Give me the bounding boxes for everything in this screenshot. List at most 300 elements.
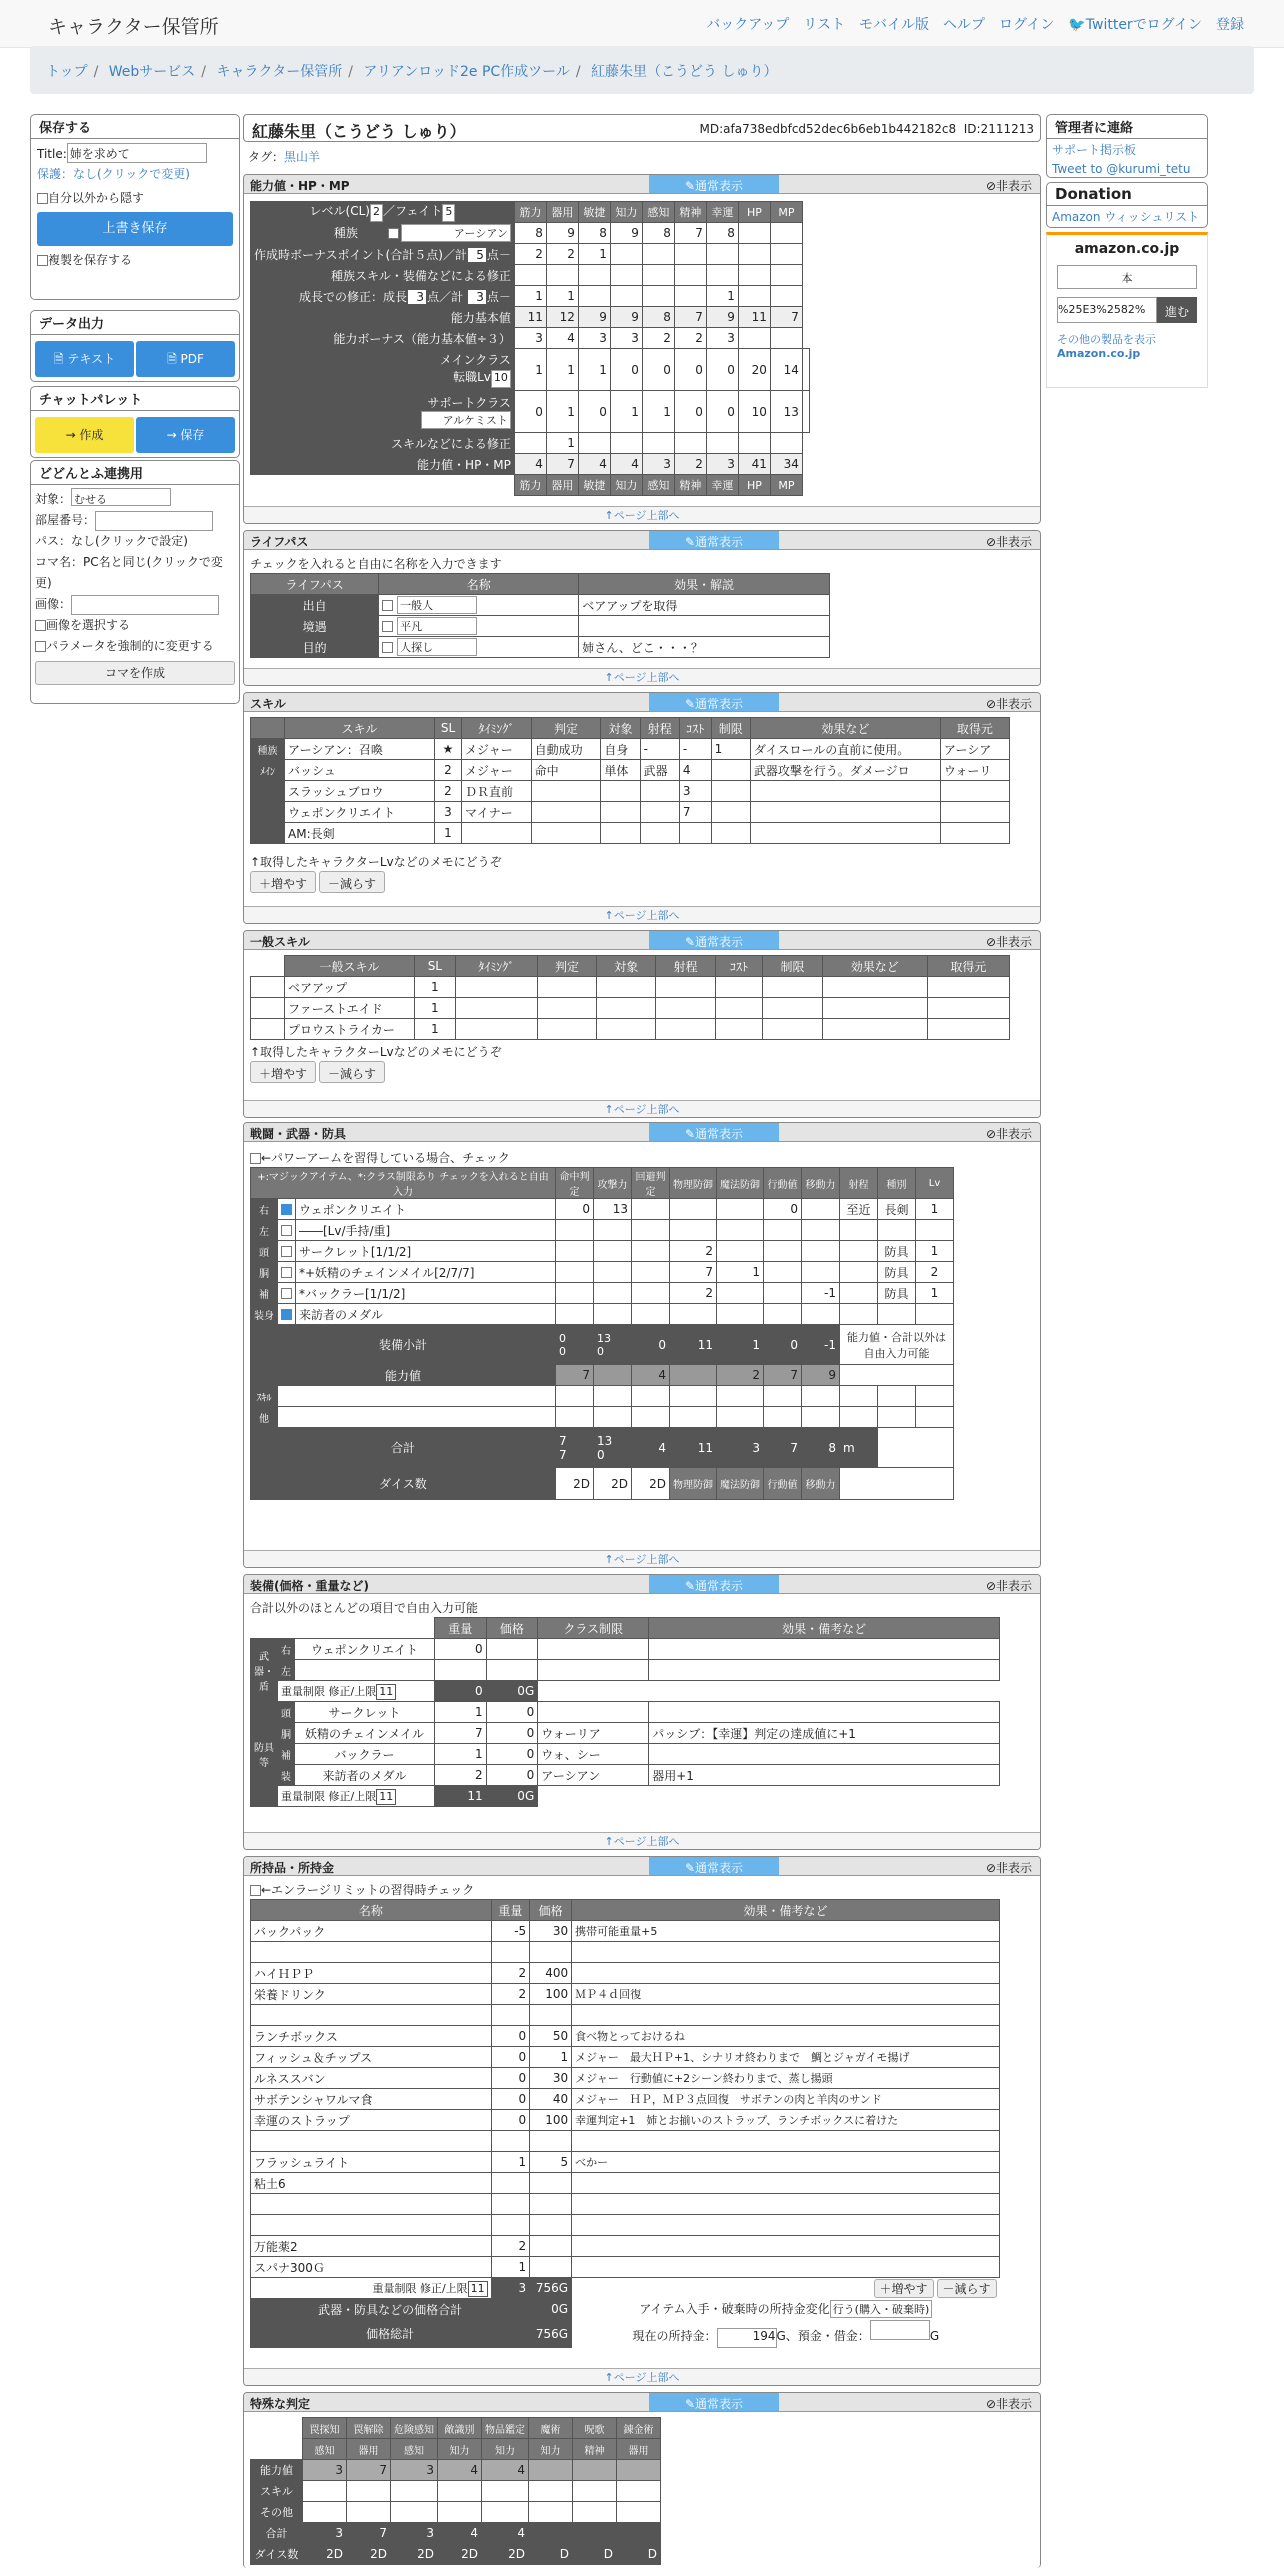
stat-value[interactable] — [770, 244, 802, 265]
amazon-jp-link[interactable]: Amazon.co.jp — [1057, 347, 1141, 360]
item-cell[interactable]: 幸運判定+1 姉とお揃いのストラップ、ランチボックスに着けた — [572, 2110, 1000, 2131]
general-remove-button[interactable]: －減らす — [319, 1061, 385, 1083]
make-piece-button[interactable]: コマを作成 — [35, 661, 235, 685]
item-cell[interactable] — [530, 1942, 572, 1963]
item-cell[interactable] — [572, 1942, 1000, 1963]
equip-cell[interactable]: ウォーリア — [538, 1723, 649, 1744]
race-custom-checkbox[interactable] — [388, 228, 399, 239]
stat-value[interactable]: 2 — [546, 244, 578, 265]
battle-value[interactable]: 防具 — [878, 1241, 916, 1262]
skill-cell[interactable]: 1 — [435, 823, 462, 844]
special-input[interactable] — [529, 2481, 573, 2502]
nav-register[interactable]: 登録 — [1216, 17, 1244, 33]
slot-checkbox[interactable] — [278, 1199, 296, 1220]
item-cell[interactable] — [530, 2005, 572, 2026]
page-up-link[interactable]: ↑ページ上部へ — [244, 668, 1040, 685]
crumb-tool[interactable]: アリアンロッド2e PC作成ツール — [363, 64, 570, 80]
general-skill-cell[interactable] — [656, 998, 715, 1019]
lp-effect[interactable]: 姉さん、どこ・・・？ — [579, 637, 830, 658]
general-skill-cell[interactable] — [455, 977, 537, 998]
other-products-link[interactable]: その他の製品を表示 — [1057, 333, 1156, 346]
item-cell[interactable] — [572, 2131, 1000, 2152]
stat-value[interactable] — [674, 265, 706, 286]
equip-cell[interactable] — [649, 1702, 1000, 1723]
battle-value[interactable]: 防具 — [878, 1262, 916, 1283]
skill-memo[interactable] — [278, 1386, 556, 1407]
hide-toggle[interactable]: ⊘非表示 — [985, 1579, 1032, 1593]
skill-remove-button[interactable]: －減らす — [319, 871, 385, 893]
battle-value[interactable] — [717, 1220, 764, 1241]
slot-checkbox[interactable] — [278, 1283, 296, 1304]
stat-value[interactable] — [610, 244, 642, 265]
normal-view-toggle[interactable]: ✎通常表示 — [649, 1123, 779, 1141]
skill-cell[interactable]: バッシュ — [285, 760, 435, 781]
general-skill-cell[interactable] — [656, 977, 715, 998]
skill-value[interactable] — [764, 1386, 802, 1407]
skill-cell[interactable]: アーシアン：召喚 — [285, 739, 435, 760]
stat-value[interactable] — [738, 265, 770, 286]
equip-cell[interactable]: ウォ、シー — [538, 1744, 649, 1765]
battle-value[interactable] — [764, 1241, 802, 1262]
battle-value[interactable]: 長剣 — [878, 1199, 916, 1220]
general-check[interactable] — [251, 998, 285, 1019]
skill-cell[interactable]: 7 — [679, 802, 711, 823]
stat-value[interactable] — [610, 265, 642, 286]
battle-value[interactable] — [594, 1262, 632, 1283]
pass-link[interactable]: パス：なし(クリックで設定) — [35, 534, 188, 548]
item-cell[interactable]: べかー — [572, 2152, 1000, 2173]
item-cell[interactable] — [491, 2131, 530, 2152]
equip-cell[interactable]: 来訪者のメダル — [295, 1765, 435, 1786]
battle-value[interactable] — [764, 1262, 802, 1283]
amazon-go-button[interactable]: 進む — [1157, 297, 1197, 323]
normal-view-toggle[interactable]: ✎通常表示 — [649, 931, 779, 949]
skill-value[interactable] — [802, 1386, 840, 1407]
general-skill-sl[interactable]: 1 — [415, 998, 456, 1019]
normal-view-toggle[interactable]: ✎通常表示 — [649, 1575, 779, 1593]
item-cell[interactable] — [251, 1942, 492, 1963]
lp-effect[interactable] — [579, 616, 830, 637]
battle-value[interactable]: 2 — [670, 1241, 717, 1262]
item-cell[interactable]: ルネススバン — [251, 2068, 492, 2089]
battle-value[interactable] — [556, 1283, 594, 1304]
site-brand[interactable]: キャラクター保管所 — [48, 16, 219, 38]
item-cell[interactable]: 2 — [491, 1984, 530, 2005]
battle-value[interactable] — [594, 1220, 632, 1241]
items-add-button[interactable]: ＋増やす — [874, 2279, 934, 2298]
special-input[interactable] — [529, 2502, 573, 2523]
stat-value[interactable] — [642, 265, 674, 286]
tag-link[interactable]: 黒山羊 — [284, 150, 321, 164]
piece-link[interactable]: コマ名：PC名と同じ(クリックで変更) — [35, 555, 223, 590]
skill-cell[interactable] — [940, 802, 1009, 823]
battle-value[interactable] — [878, 1220, 916, 1241]
item-cell[interactable]: 万能薬2 — [251, 2236, 492, 2257]
slot-checkbox[interactable] — [278, 1241, 296, 1262]
skill-cell[interactable]: 2 — [435, 760, 462, 781]
slot-custom-checkbox[interactable] — [281, 1267, 292, 1278]
battle-value[interactable]: 1 — [916, 1241, 954, 1262]
equip-cell[interactable] — [538, 1660, 649, 1681]
special-input[interactable] — [482, 2502, 529, 2523]
slot-custom-checkbox[interactable] — [281, 1309, 292, 1320]
skill-cell[interactable] — [640, 823, 679, 844]
page-up-link[interactable]: ↑ページ上部へ — [244, 1550, 1040, 1567]
nav-login[interactable]: ログイン — [999, 17, 1055, 33]
item-cell[interactable] — [491, 2005, 530, 2026]
stat-value[interactable] — [738, 244, 770, 265]
item-cell[interactable] — [251, 2194, 492, 2215]
battle-value[interactable] — [802, 1262, 840, 1283]
general-skill-name[interactable]: ベアアップ — [285, 977, 415, 998]
item-cell[interactable] — [572, 1963, 1000, 1984]
skill-value[interactable] — [916, 1386, 954, 1407]
skill-cell[interactable]: メジャー — [461, 739, 531, 760]
general-skill-cell[interactable] — [763, 977, 822, 998]
general-skill-cell[interactable] — [597, 977, 656, 998]
skill-value[interactable] — [840, 1386, 878, 1407]
battle-value[interactable] — [717, 1241, 764, 1262]
item-cell[interactable]: ハイＨＰＰ — [251, 1963, 492, 1984]
amazon-category-select[interactable]: 本 — [1057, 265, 1197, 289]
level-select[interactable]: 2 — [370, 204, 383, 222]
item-cell[interactable]: 携帯可能重量+5 — [572, 1921, 1000, 1942]
battle-value[interactable] — [916, 1304, 954, 1325]
item-cell[interactable]: 2 — [491, 1963, 530, 1984]
equip-cell[interactable]: 0 — [486, 1744, 538, 1765]
normal-view-toggle[interactable]: ✎通常表示 — [649, 1857, 779, 1875]
battle-value[interactable] — [717, 1283, 764, 1304]
special-input[interactable] — [617, 2502, 661, 2523]
item-cell[interactable] — [251, 2005, 492, 2026]
skill-cell[interactable]: 武器 — [640, 760, 679, 781]
normal-view-toggle[interactable]: ✎通常表示 — [649, 175, 779, 193]
other-value[interactable] — [594, 1407, 632, 1428]
skill-cell[interactable] — [531, 823, 601, 844]
palette-save-button[interactable]: → 保存 — [136, 417, 235, 453]
battle-value[interactable]: 至近 — [840, 1199, 878, 1220]
item-cell[interactable] — [491, 1942, 530, 1963]
general-skill-cell[interactable] — [822, 998, 927, 1019]
general-skill-cell[interactable] — [597, 1019, 656, 1040]
skill-cell[interactable] — [601, 823, 640, 844]
item-cell[interactable] — [530, 2236, 572, 2257]
item-cell[interactable]: メジャー 行動値に+2シーン終わりまで、蒸し揚頭 — [572, 2068, 1000, 2089]
other-value[interactable] — [840, 1407, 878, 1428]
skill-cell[interactable]: AM:長剣 — [285, 823, 435, 844]
item-cell[interactable]: フィッシュ＆チップス — [251, 2047, 492, 2068]
special-input[interactable] — [438, 2502, 482, 2523]
skill-cell[interactable] — [711, 760, 750, 781]
skill-cell[interactable]: ウェポンクリエイト — [285, 802, 435, 823]
skill-cell[interactable]: - — [679, 739, 711, 760]
general-skill-cell[interactable] — [822, 977, 927, 998]
slot-custom-checkbox[interactable] — [281, 1225, 292, 1236]
general-skill-cell[interactable] — [763, 998, 822, 1019]
battle-value[interactable]: -1 — [802, 1283, 840, 1304]
hide-toggle[interactable]: ⊘非表示 — [985, 697, 1032, 711]
hide-toggle[interactable]: ⊘非表示 — [985, 1127, 1032, 1141]
item-cell[interactable]: 1 — [530, 2047, 572, 2068]
other-value[interactable] — [670, 1407, 717, 1428]
special-input[interactable] — [391, 2481, 438, 2502]
deposit-input[interactable] — [870, 2320, 930, 2340]
slot-checkbox[interactable] — [278, 1220, 296, 1241]
item-cell[interactable] — [572, 2215, 1000, 2236]
equip-cell[interactable]: 7 — [435, 1723, 487, 1744]
battle-value[interactable] — [556, 1262, 594, 1283]
skill-cell[interactable]: ＤＲ直前 — [461, 781, 531, 802]
crumb-top[interactable]: トップ — [46, 64, 88, 80]
item-cell[interactable] — [251, 2215, 492, 2236]
lp-select[interactable]: 人探し — [397, 638, 477, 656]
battle-value[interactable]: 1 — [916, 1283, 954, 1304]
item-cell[interactable]: メジャー ＨＰ，ＭＰ３点回復 サボテンの肉と羊肉のサンド — [572, 2089, 1000, 2110]
stat-value[interactable] — [706, 265, 738, 286]
battle-value[interactable] — [632, 1241, 670, 1262]
hide-toggle[interactable]: ⊘非表示 — [985, 1861, 1032, 1875]
skill-cell[interactable] — [750, 781, 940, 802]
general-check[interactable] — [251, 977, 285, 998]
hide-toggle[interactable]: ⊘非表示 — [985, 935, 1032, 949]
battle-value[interactable] — [802, 1241, 840, 1262]
item-cell[interactable]: フラッシュライト — [251, 2152, 492, 2173]
item-cell[interactable]: スパナ300Ｇ — [251, 2257, 492, 2278]
stat-value[interactable] — [578, 265, 610, 286]
battle-value[interactable] — [632, 1262, 670, 1283]
skill-cell[interactable]: 自身 — [601, 739, 640, 760]
battle-value[interactable] — [632, 1304, 670, 1325]
slot-custom-checkbox[interactable] — [281, 1288, 292, 1299]
skill-cell[interactable] — [940, 781, 1009, 802]
battle-value[interactable] — [594, 1304, 632, 1325]
stat-value[interactable] — [546, 265, 578, 286]
money-input[interactable]: 194 — [717, 2328, 777, 2348]
equip-cell[interactable] — [649, 1660, 1000, 1681]
amazon-search-input[interactable]: %25E3%2582% — [1057, 297, 1157, 323]
special-input[interactable] — [391, 2502, 438, 2523]
general-skill-cell[interactable] — [715, 1019, 763, 1040]
palette-create-button[interactable]: → 作成 — [35, 417, 134, 453]
lp-select[interactable]: 平凡 — [397, 617, 477, 635]
stat-value[interactable]: 1 — [578, 244, 610, 265]
battle-value[interactable] — [764, 1304, 802, 1325]
main-lv-select[interactable]: 10 — [491, 370, 511, 388]
overwrite-save-button[interactable]: 上書き保存 — [37, 212, 233, 246]
skill-value[interactable] — [594, 1386, 632, 1407]
item-cell[interactable]: ＭＰ４ｄ回復 — [572, 1984, 1000, 2005]
normal-view-toggle[interactable]: ✎通常表示 — [649, 531, 779, 549]
battle-value[interactable]: 2 — [670, 1283, 717, 1304]
skill-cell[interactable] — [640, 802, 679, 823]
item-cell[interactable] — [530, 2131, 572, 2152]
stat-value[interactable]: 2 — [514, 244, 546, 265]
item-cell[interactable]: 50 — [530, 2026, 572, 2047]
skill-cell[interactable]: アーシア — [940, 739, 1009, 760]
wishlist-link[interactable]: Amazon ウィッシュリスト — [1052, 210, 1200, 224]
skill-cell[interactable]: 3 — [679, 781, 711, 802]
battle-value[interactable] — [840, 1241, 878, 1262]
stat-value[interactable] — [674, 244, 706, 265]
item-cell[interactable] — [491, 2173, 530, 2194]
general-skill-cell[interactable] — [763, 1019, 822, 1040]
item-cell[interactable]: メジャー 最大ＨＰ+1、シナリオ終わりまで 鯛とジャガイモ揚げ — [572, 2047, 1000, 2068]
stat-value[interactable] — [642, 244, 674, 265]
general-skill-cell[interactable] — [927, 977, 1009, 998]
item-cell[interactable]: サボテンシャワルマ食 — [251, 2089, 492, 2110]
equip-cell[interactable] — [538, 1639, 649, 1660]
target-select[interactable]: むせる — [71, 488, 171, 506]
battle-value[interactable] — [556, 1304, 594, 1325]
other-value[interactable] — [556, 1407, 594, 1428]
battle-value[interactable]: 7 — [670, 1262, 717, 1283]
battle-value[interactable]: 1 — [717, 1262, 764, 1283]
battle-value[interactable] — [878, 1304, 916, 1325]
dup-checkbox[interactable] — [37, 255, 48, 266]
general-skill-cell[interactable] — [537, 977, 596, 998]
skill-cell[interactable]: 自動成功 — [531, 739, 601, 760]
fate-select[interactable]: 5 — [442, 204, 455, 222]
equip-cell[interactable]: 1 — [435, 1744, 487, 1765]
other-value[interactable] — [802, 1407, 840, 1428]
lp-checkbox[interactable] — [382, 642, 393, 653]
nav-mobile[interactable]: モバイル版 — [859, 17, 930, 33]
skill-cell[interactable] — [750, 802, 940, 823]
special-input[interactable] — [347, 2502, 391, 2523]
battle-value[interactable]: 防具 — [878, 1283, 916, 1304]
slot-checkbox[interactable] — [278, 1304, 296, 1325]
general-skill-cell[interactable] — [455, 1019, 537, 1040]
item-cell[interactable]: 400 — [530, 1963, 572, 1984]
protect-link[interactable]: 保護：なし(クリックで変更) — [37, 167, 190, 181]
stat-value[interactable] — [770, 265, 802, 286]
power-arm-checkbox[interactable] — [250, 1153, 261, 1164]
page-up-link[interactable]: ↑ページ上部へ — [244, 2368, 1040, 2385]
hide-checkbox[interactable] — [37, 193, 48, 204]
skill-cell[interactable]: 命中 — [531, 760, 601, 781]
support-forum-link[interactable]: サポート掲示板 — [1052, 143, 1137, 157]
skill-cell[interactable] — [940, 823, 1009, 844]
battle-value[interactable] — [717, 1199, 764, 1220]
equip-cell[interactable] — [538, 1702, 649, 1723]
special-input[interactable] — [482, 2481, 529, 2502]
skill-cell[interactable] — [601, 802, 640, 823]
item-cell[interactable] — [251, 2131, 492, 2152]
skill-value[interactable] — [717, 1386, 764, 1407]
battle-value[interactable] — [840, 1283, 878, 1304]
item-cell[interactable] — [491, 2215, 530, 2236]
battle-value[interactable] — [556, 1241, 594, 1262]
general-add-button[interactable]: ＋増やす — [250, 1061, 316, 1083]
general-skill-name[interactable]: プロウストライカー — [285, 1019, 415, 1040]
nav-backup[interactable]: バックアップ — [706, 17, 790, 33]
nav-twitter-login[interactable]: 🐦Twitterでログイン — [1068, 17, 1202, 33]
special-input[interactable] — [303, 2502, 347, 2523]
crumb-web[interactable]: Webサービス — [108, 64, 196, 80]
item-cell[interactable]: 5 — [530, 2152, 572, 2173]
battle-value[interactable] — [840, 1304, 878, 1325]
battle-value[interactable] — [717, 1304, 764, 1325]
skill-cell[interactable] — [601, 781, 640, 802]
hide-toggle[interactable]: ⊘非表示 — [985, 535, 1032, 549]
race-select[interactable]: アーシアン — [401, 224, 511, 242]
skill-cell[interactable] — [531, 781, 601, 802]
skill-add-button[interactable]: ＋増やす — [250, 871, 316, 893]
title-input[interactable]: 姉を求めて — [67, 143, 207, 163]
item-cell[interactable]: 1 — [491, 2152, 530, 2173]
skill-cell[interactable]: ★ — [435, 739, 462, 760]
battle-value[interactable] — [594, 1283, 632, 1304]
page-up-link[interactable]: ↑ページ上部へ — [244, 1100, 1040, 1117]
stat-value[interactable] — [706, 244, 738, 265]
item-cell[interactable]: 40 — [530, 2089, 572, 2110]
special-input[interactable] — [438, 2481, 482, 2502]
item-cell[interactable]: 30 — [530, 1921, 572, 1942]
item-cell[interactable] — [572, 2005, 1000, 2026]
skill-value[interactable] — [670, 1386, 717, 1407]
battle-value[interactable] — [670, 1220, 717, 1241]
other-value[interactable] — [717, 1407, 764, 1428]
item-cell[interactable]: 2 — [491, 2236, 530, 2257]
item-cell[interactable]: ランチボックス — [251, 2026, 492, 2047]
item-cell[interactable]: 0 — [491, 2110, 530, 2131]
equip-cell[interactable]: 0 — [486, 1702, 538, 1723]
general-skill-sl[interactable]: 1 — [415, 1019, 456, 1040]
general-skill-sl[interactable]: 1 — [415, 977, 456, 998]
select-image-checkbox[interactable] — [35, 620, 46, 631]
item-cell[interactable] — [530, 2257, 572, 2278]
skill-cell[interactable]: マイナー — [461, 802, 531, 823]
equip-cell[interactable]: アーシアン — [538, 1765, 649, 1786]
room-input[interactable] — [95, 511, 213, 531]
page-up-link[interactable]: ↑ページ上部へ — [244, 1832, 1040, 1849]
general-skill-cell[interactable] — [927, 998, 1009, 1019]
tweet-link[interactable]: Tweet to @kurumi_tetu — [1052, 162, 1191, 176]
special-input[interactable] — [617, 2481, 661, 2502]
force-checkbox[interactable] — [35, 641, 46, 652]
item-cell[interactable]: 0 — [491, 2026, 530, 2047]
skill-cell[interactable] — [640, 781, 679, 802]
slot-item[interactable]: *+妖精のチェインメイル[2/7/7] — [296, 1262, 556, 1283]
battle-value[interactable] — [670, 1199, 717, 1220]
item-cell[interactable] — [530, 2215, 572, 2236]
normal-view-toggle[interactable]: ✎通常表示 — [649, 2393, 779, 2411]
equip-cell[interactable]: パッシブ：【幸運】判定の達成値に+1 — [649, 1723, 1000, 1744]
skill-cell[interactable]: メジャー — [461, 760, 531, 781]
general-skill-cell[interactable] — [597, 998, 656, 1019]
item-cell[interactable] — [530, 2173, 572, 2194]
skill-cell[interactable]: 4 — [679, 760, 711, 781]
equip-cell[interactable]: 器用+1 — [649, 1765, 1000, 1786]
lp-effect[interactable]: ベアアップを取得 — [579, 595, 830, 616]
equip-cell[interactable] — [649, 1639, 1000, 1660]
lp-checkbox[interactable] — [382, 621, 393, 632]
item-cell[interactable] — [572, 2194, 1000, 2215]
general-skill-cell[interactable] — [656, 1019, 715, 1040]
other-value[interactable] — [878, 1407, 916, 1428]
item-cell[interactable] — [530, 2194, 572, 2215]
growth-input[interactable]: 3 — [407, 289, 427, 305]
general-skill-cell[interactable] — [927, 1019, 1009, 1040]
battle-value[interactable] — [556, 1220, 594, 1241]
item-cell[interactable]: 食べ物とっておけるね — [572, 2026, 1000, 2047]
general-skill-cell[interactable] — [455, 998, 537, 1019]
battle-value[interactable] — [802, 1199, 840, 1220]
equip-cell[interactable]: 1 — [435, 1702, 487, 1723]
item-cell[interactable]: -5 — [491, 1921, 530, 1942]
skill-cell[interactable] — [531, 802, 601, 823]
general-skill-cell[interactable] — [537, 1019, 596, 1040]
